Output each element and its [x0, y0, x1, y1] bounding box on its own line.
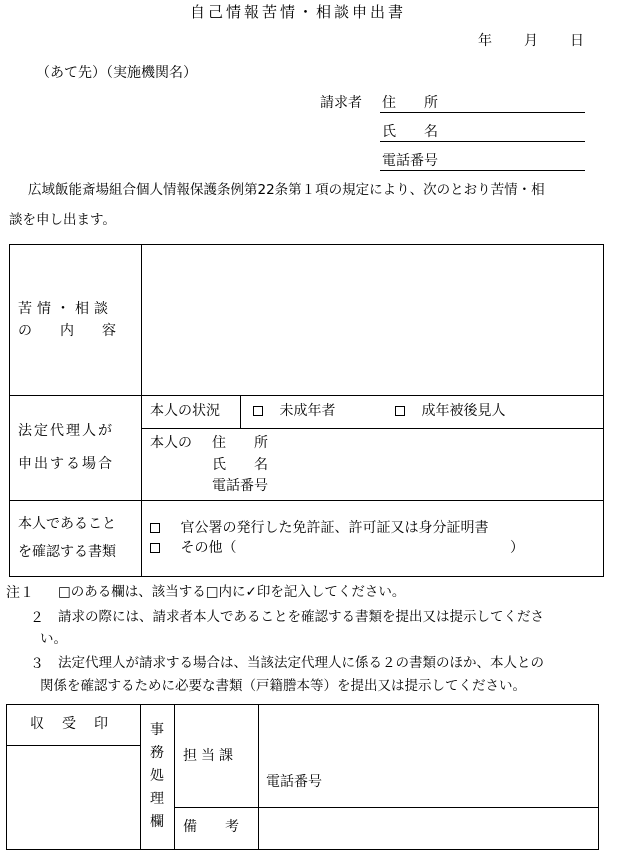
agent-person-prefix: 本人の [150, 435, 192, 451]
agent-person-address: 住 所 [212, 435, 268, 451]
intro-line-2: 談を申し出ます。 [9, 212, 116, 228]
agent-label-2: 申出する場合 [18, 456, 114, 472]
requester-phone-label: 電話番号 [382, 153, 438, 169]
office-label-char-3: 処 [150, 768, 164, 784]
identity-option-1-label: 官公署の発行した免許証、許可証又は身分証明書 [180, 520, 489, 536]
requester-name-label: 氏 名 [382, 124, 438, 140]
requester-address-label: 住 所 [382, 95, 438, 111]
complaint-content-field[interactable] [142, 245, 602, 394]
date-month: 月 [524, 33, 538, 49]
office-label-char-4: 理 [150, 791, 164, 807]
requester-name-line[interactable] [380, 141, 585, 142]
dept-phone-label: 電話番号 [266, 774, 322, 790]
note-1-num: 注１ [6, 585, 34, 601]
note-1-text: □のある欄は、該当する□内に✓印を記入してください。 [58, 584, 406, 600]
identity-label-2: を確認する書類 [18, 544, 116, 560]
receipt-stamp-label: 収 受 印 [30, 716, 110, 732]
option-ward[interactable] [395, 404, 505, 418]
identity-option-1[interactable] [150, 521, 488, 535]
date-year: 年 [478, 33, 492, 49]
complaint-label-1: 苦情・相談 [18, 301, 113, 317]
identity-label-1: 本人であること [18, 516, 116, 532]
office-label-char-2: 務 [150, 745, 164, 761]
checkbox-official-id[interactable] [150, 523, 160, 533]
identity-option-2-close: ） [510, 540, 524, 556]
identity-option-2[interactable] [150, 541, 236, 555]
office-label-char-5: 欄 [150, 814, 164, 830]
note-3-num: ３ [30, 656, 44, 672]
receipt-stamp-area[interactable] [7, 746, 139, 849]
checkbox-ward[interactable] [395, 406, 405, 416]
requester-address-line[interactable] [380, 112, 585, 113]
agent-person-phone: 電話番号 [212, 478, 268, 494]
remarks-label: 備 考 [183, 819, 239, 835]
note-2-num: ２ [30, 610, 44, 626]
dept-field[interactable] [259, 705, 598, 806]
office-label-char-1: 事 [150, 722, 164, 738]
note-2-cont: い。 [40, 631, 67, 647]
requester-phone-line[interactable] [380, 170, 585, 171]
intro-line-1: 広域飯能斎場組合個人情報保護条例第22条第１項の規定により、次のとおり苦情・相 [28, 182, 545, 198]
agent-person-name: 氏 名 [212, 457, 268, 473]
option-minor-label: 未成年者 [279, 403, 336, 419]
complaint-label-2: の 内 容 [18, 323, 123, 339]
note-2-text: 請求の際には、請求者本人であることを確認する書類を提出又は提示してくださ [58, 609, 544, 625]
dept-label: 担当課 [183, 748, 237, 764]
note-3-text: 法定代理人が請求する場合は、当該法定代理人に係る２の書類のほか、本人との [58, 655, 544, 671]
checkbox-other[interactable] [150, 543, 160, 553]
date-day: 日 [570, 33, 584, 49]
option-minor[interactable] [253, 404, 335, 418]
agent-status-label: 本人の状況 [150, 403, 220, 419]
identity-option-2-label: その他（ [180, 540, 237, 556]
page-title: 自己情報苦情・相談申出書 [190, 3, 407, 21]
checkbox-minor[interactable] [253, 406, 263, 416]
option-ward-label: 成年被後見人 [421, 403, 506, 419]
agent-label-1: 法定代理人が [18, 423, 114, 439]
requester-label: 請求者 [320, 95, 362, 111]
addressee: （あて先）（実施機関名） [36, 65, 197, 81]
note-3-cont: 関係を確認するために必要な書類（戸籍謄本等）を提出又は提示してください。 [40, 678, 526, 694]
remarks-field[interactable] [259, 808, 598, 849]
